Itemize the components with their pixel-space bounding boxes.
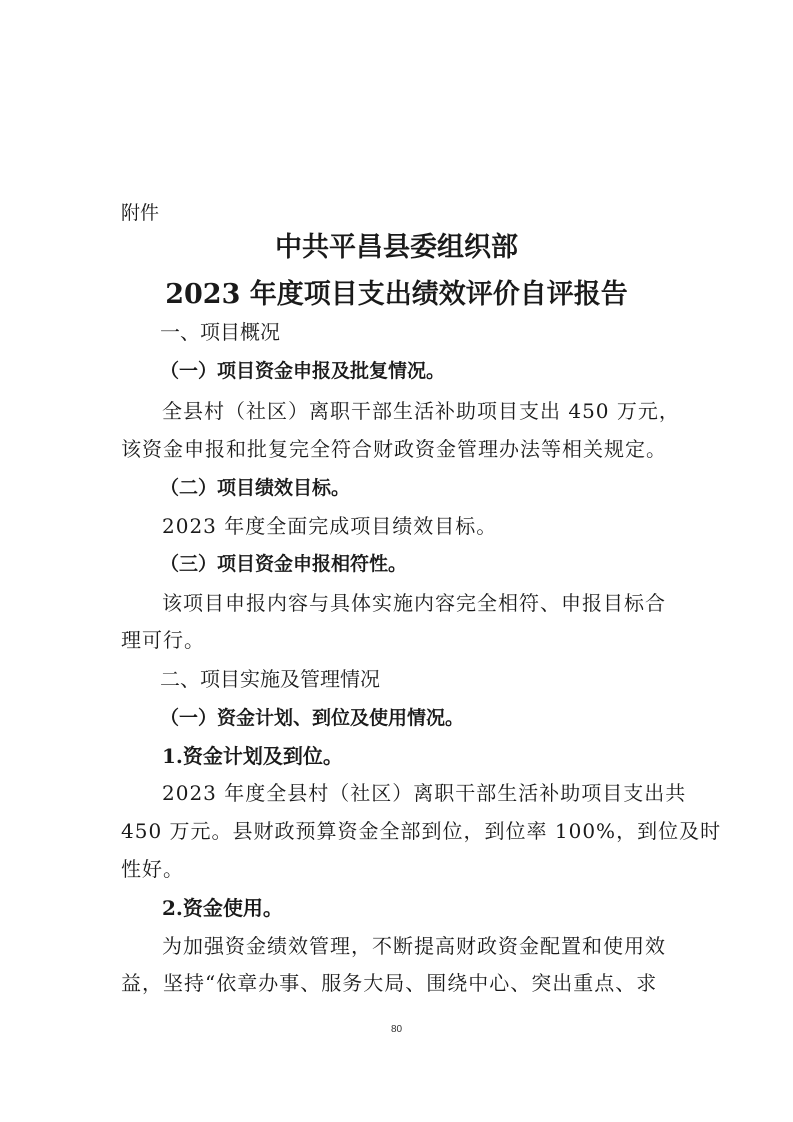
subsection-heading-1-3: （三）项目资金申报相符性。 <box>160 553 408 575</box>
paragraph-line: 2023 年度全县村（社区）离职干部生活补助项目支出共 <box>162 781 687 805</box>
document-title-line1: 中共平昌县委组织部 <box>275 232 518 263</box>
paragraph-line: 该项目申报内容与具体实施内容完全相符、申报目标合 <box>162 591 666 615</box>
paragraph-line: 益，坚持“依章办事、服务大局、围绕中心、突出重点、求 <box>121 971 658 995</box>
page-number: 80 <box>390 1024 403 1035</box>
section-heading-2: 二、项目实施及管理情况 <box>160 667 380 691</box>
subsection-heading-1-1: （一）项目资金申报及批复情况。 <box>160 360 446 382</box>
attachment-label: 附件 <box>121 202 160 224</box>
subsection-heading-1-2: （二）项目绩效目标。 <box>160 477 351 499</box>
subsubsection-heading-2-1-2: 2.资金使用。 <box>162 896 283 920</box>
document-title-line2: 2023 年度项目支出绩效评价自评报告 <box>165 279 628 310</box>
paragraph-line: 全县村（社区）离职干部生活补助项目支出 450 万元， <box>162 399 680 423</box>
paragraph-line: 该资金申报和批复完全符合财政资金管理办法等相关规定。 <box>121 437 667 461</box>
subsubsection-heading-2-1-1: 1.资金计划及到位。 <box>162 744 343 768</box>
paragraph-line: 理可行。 <box>121 628 205 652</box>
paragraph-line: 为加强资金绩效管理，不断提高财政资金配置和使用效 <box>162 934 666 958</box>
section-heading-1: 一、项目概况 <box>160 320 280 344</box>
paragraph-line: 450 万元。县财政预算资金全部到位，到位率 100%，到位及时 <box>121 819 722 843</box>
subsection-heading-2-1: （一）资金计划、到位及使用情况。 <box>160 707 465 729</box>
paragraph-line: 2023 年度全面完成项目绩效目标。 <box>162 514 498 538</box>
paragraph-line: 性好。 <box>121 857 184 881</box>
